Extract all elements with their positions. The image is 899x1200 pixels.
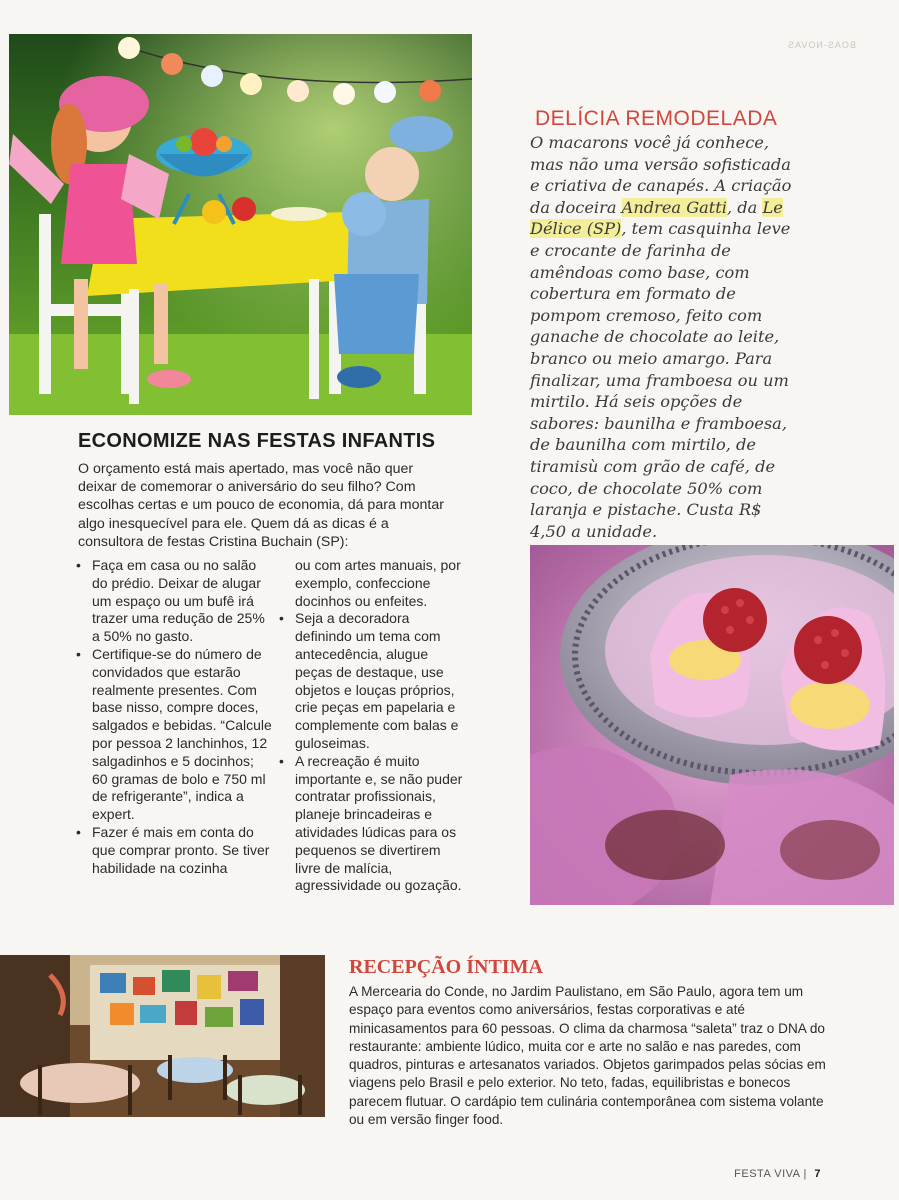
page-number: 7 [814, 1168, 821, 1180]
footer-section: FESTA VIVA [734, 1168, 800, 1180]
delicia-text-part: , da [727, 197, 763, 217]
restaurant-photo [0, 955, 325, 1117]
tip-item: • Seja a decoradora definindo um tema com antecedência, alugue peças de destaque, use objetos e louças próprios, crie peças em papelaria e complemente com balas e guloseimas. [279, 610, 465, 752]
tip-item: • A recreação é muito importante e, se não puder contratar profissionais, planeje brincadeiras e atividades lúdicas para os pequenos se divertirem livre de malícia, agressividade ou gozação. [279, 753, 465, 895]
delicia-title: DELÍCIA REMODELADA [535, 107, 778, 130]
delicia-text-part: , tem casquinha leve e crocante de farinha de amêndoas como base, com cobertura em formato de pompom cremoso, feito com ganache de chocolate ao leite, branco ou meio amargo. Para finalizar, uma framboesa ou um mirtilo. Há seis opções de sabores: baunilha e framboesa, de baunilha com mirtilo, de tiramisù com grão de café, de coco, de chocolate 50% com laranja e pistache. Custa R$ 4,50 a unidade. [530, 219, 791, 541]
economize-intro: O orçamento está mais apertado, mas você não quer deixar de comemorar o aniversário do seu filho? Com escolhas certas e um pouco de economia, dá para montar algo inesquecível para ele. Quem dá as dicas é a consultora de festas Cristina Buchain (SP): [78, 461, 444, 550]
tips-column-2 [279, 557, 465, 895]
tip-item-continued: ou com artes manuais, por exemplo, confeccione docinhos ou enfeites. [295, 557, 461, 609]
economize-title: ECONOMIZE NAS FESTAS INFANTIS [78, 430, 436, 452]
faint-section-tag: BOAS-NOVAS [787, 40, 856, 50]
canapes-photo [530, 545, 894, 905]
page-footer [734, 1168, 821, 1180]
highlighted-shop: Le Délice (SP) [530, 197, 783, 239]
recepcao-body: A Mercearia do Conde, no Jardim Paulistano, em São Paulo, agora tem um espaço para eventos como aniversários, festas corporativas e até minicasamentos para 60 pessoas. O clima da charmosa “saleta” traz o DNA do restaurante: ambiente lúdico, muita cor e arte no salão e nas paredes, com quadros, pinturas e artesanatos variados. Objetos garimpados pelas sócias em viagens pelo Brasil e pelo exterior. No teto, fadas, equilibristas e bonecos parecem flutuar. O cardápio tem culinária contemporânea com sistema volante ou em versão finger food. [349, 984, 826, 1128]
delicia-text-part: O macarons você já conhece, mas não uma versão sofisticada e criativa de canapés. A criação da doceira [530, 133, 792, 217]
tips-column-1 [76, 557, 272, 877]
tip-item: • Certifique-se do número de convidados que estarão realmente presentes. Com base nisso, compre doces, salgados e bebidas. “Calcule por pessoa 2 lanchinhos, 12 salgadinhos e 5 docinhos; 60 gramas de bolo e 750 ml de refrigerante”, indica a expert. [76, 646, 272, 824]
delicia-body [530, 132, 800, 542]
tip-item: • Fazer é mais em conta do que comprar pronto. Se tiver habilidade na cozinha [76, 824, 272, 877]
recepcao-title: RECEPÇÃO ÍNTIMA [349, 956, 543, 978]
tip-item: • Faça em casa ou no salão do prédio. Deixar de alugar um espaço ou um bufê irá trazer uma redução de 25% a 50% no gasto. [76, 557, 272, 646]
kids-party-photo [9, 34, 472, 415]
footer-separator: | [803, 1168, 807, 1180]
highlighted-name: Andrea Gatti [621, 197, 727, 217]
